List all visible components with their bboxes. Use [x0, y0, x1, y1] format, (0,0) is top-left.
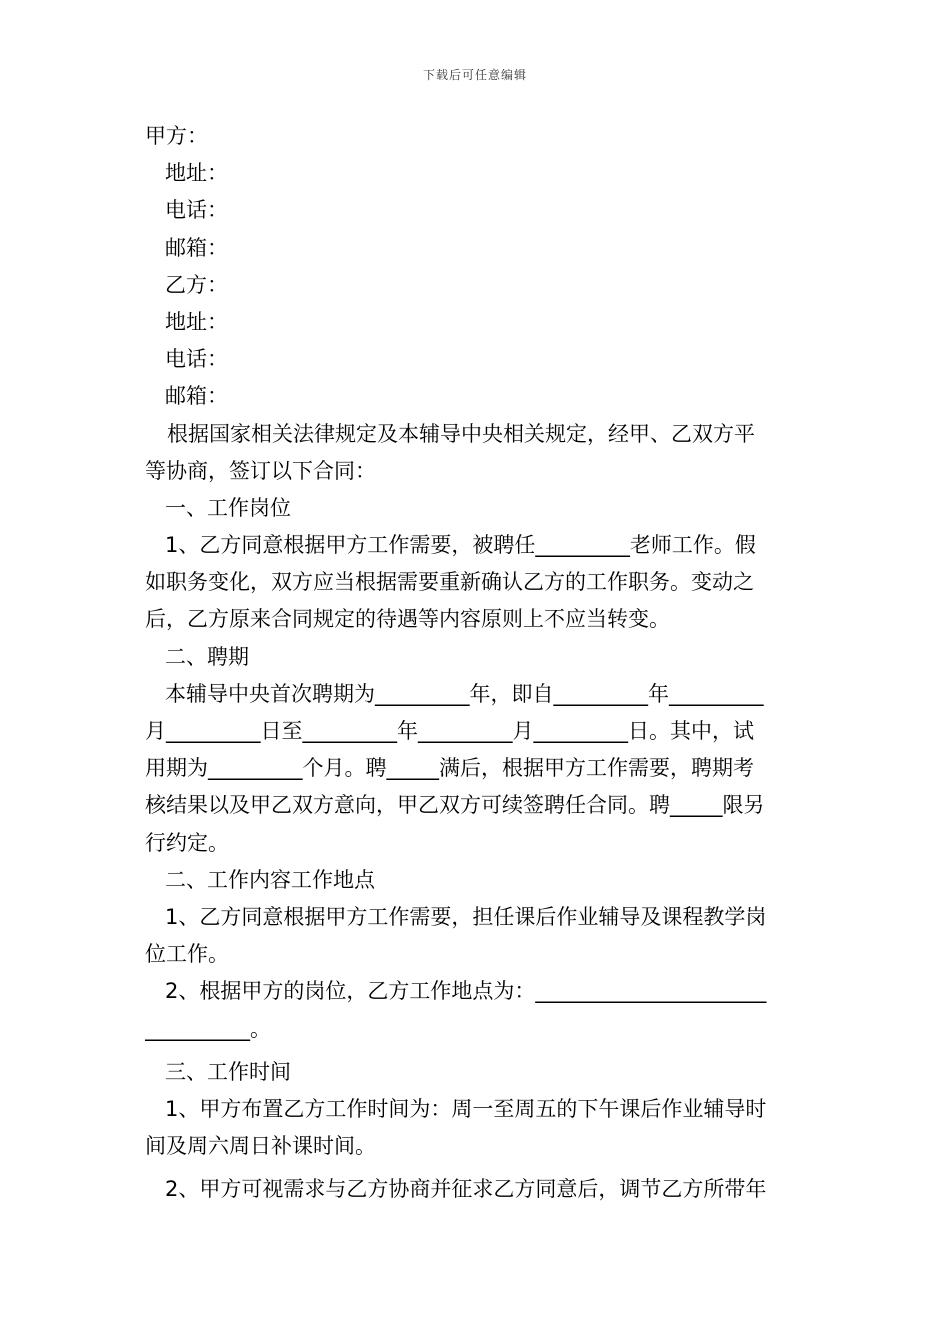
document-line: 后，乙方原来合同规定的待遇等内容原则上不应当转变。 — [145, 607, 670, 632]
document-line: 行约定。 — [145, 830, 229, 855]
document-line: 地址： — [165, 309, 228, 334]
document-line: 电话： — [165, 198, 228, 223]
document-line: 1、乙方同意根据甲方工作需要，担任课后作业辅导及课程教学岗 — [165, 904, 767, 929]
document-line: 电话： — [165, 347, 228, 372]
document-line: 2、根据甲方的岗位，乙方工作地点为：______________________ — [165, 979, 767, 1004]
document-line: 乙方： — [165, 272, 228, 297]
document-line: 甲方： — [145, 124, 208, 148]
document-line: 邮箱： — [165, 235, 228, 260]
document-line: 本辅导中央首次聘期为_________年，即自_________年_________ — [165, 681, 764, 706]
document-line: 1、乙方同意根据甲方工作需要，被聘任_________老师工作。假 — [165, 533, 756, 558]
document-line: 1、甲方布置乙方工作时间为：周一至周五的下午课后作业辅导时 — [165, 1096, 767, 1121]
document-line: 核结果以及甲乙双方意向，甲乙双方可续签聘任合同。聘_____限另 — [145, 793, 765, 818]
document-line: 月_________日至_________年_________月_________日。其中，试 — [145, 719, 754, 743]
document-line: 如职务变化，双方应当根据需要重新确认乙方的工作职务。变动之 — [145, 570, 754, 595]
header-note: 下载后可任意编辑 — [422, 68, 527, 82]
document-line: 2、甲方可视需求与乙方协商并征求乙方同意后，调节乙方所带年 — [165, 1177, 767, 1202]
document-body — [145, 118, 807, 1208]
document-line: 用期为_________个月。聘_____满后，根据甲方工作需要，聘期考 — [145, 756, 754, 781]
document-line: 地址： — [165, 161, 228, 186]
document-line: 二、聘期 — [165, 644, 249, 669]
document-line: 等协商，签订以下合同： — [145, 458, 376, 483]
document-line: 二、工作内容工作地点 — [165, 867, 375, 892]
document-line: 位工作。 — [145, 942, 229, 967]
document-line: 邮箱： — [165, 384, 228, 409]
document-line: __________。 — [145, 1016, 271, 1041]
document-line: 一、工作岗位 — [165, 495, 291, 520]
document-line: 三、工作时间 — [165, 1059, 291, 1084]
document-line: 根据国家相关法律规定及本辅导中央相关规定，经甲、乙双方平 — [167, 421, 755, 446]
document-line: 间及周六周日补课时间。 — [145, 1134, 376, 1159]
